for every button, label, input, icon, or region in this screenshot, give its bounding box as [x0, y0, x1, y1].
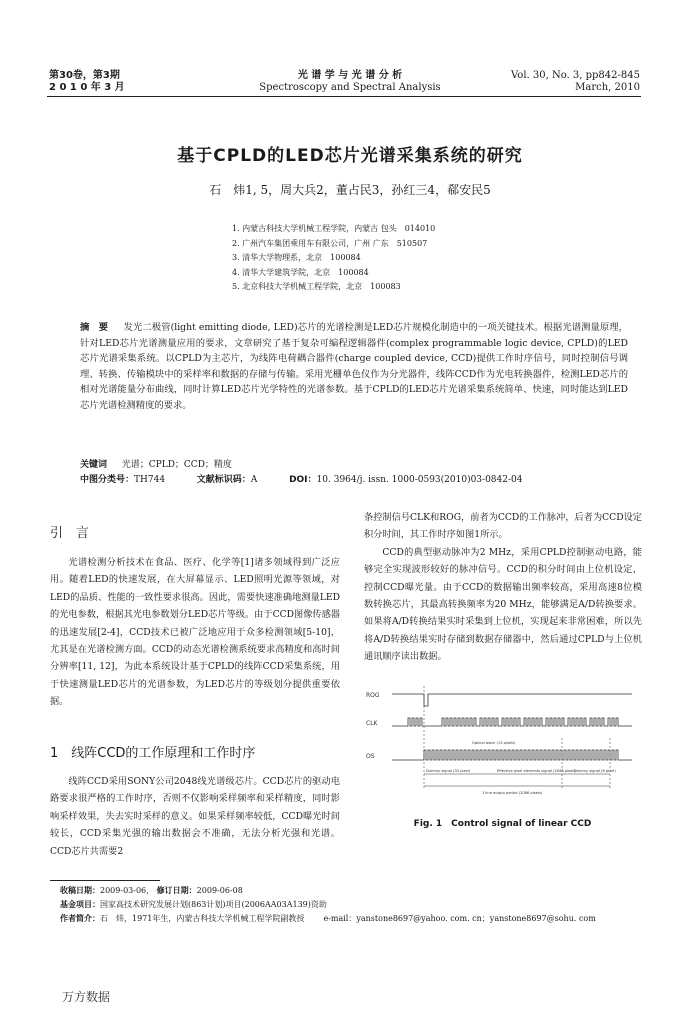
- intro-paragraph: 光谱检测分析技术在食品、医疗、化学等[1]诸多领域得到广泛应用。随着LED的快速发展，在大屏幕显示、LED照明光源等领域，对LED的品质、性能的一致性要求很高。因此，需要快速准确地测量LED的光电参数，根据其光电参数划分LED芯片等级。由于CCD图像传感器的迅速发展[2-4]，CCD技术已被广泛地应用于众多检测领域[5-10]，尤其是在光谱检测方面。CCD的动态光谱检测系统要求高精度和高时间分辨率[11, 12]，为此本系统设计基于CPLD的线阵CCD采集系统，用于快速测量LED芯片的光谱参数，为LED芯片的等级划分提供重要依据。: [50, 557, 340, 708]
- rog-waveform: [392, 694, 632, 706]
- intro-heading: 引 言: [50, 526, 90, 541]
- fund-label: 基金项目：: [60, 900, 100, 909]
- section1-heading: 1 线阵CCD的工作原理和工作时序: [50, 746, 256, 761]
- dummy-right-label: Dummy signal (6 pixel): [574, 769, 616, 773]
- bio-label: 作者简介：: [60, 914, 100, 923]
- revised-date: 2009-06-08: [196, 886, 243, 895]
- revised-label: 修订日期：: [156, 886, 197, 895]
- affiliation-item: 3. 清华大学物理系，北京 100084: [232, 253, 361, 262]
- abstract: [80, 320, 628, 414]
- clc-label: 中图分类号：: [80, 475, 135, 485]
- doi-value: 10. 3964/j. issn. 1000-0593(2010)03-0842-04: [316, 475, 523, 485]
- keywords-line: [80, 458, 640, 472]
- fund-text: 国家高技术研究发展计划(863计划)项目(2006AA03A139)资助: [100, 900, 327, 909]
- journal-name-en: Spectroscopy and Spectral Analysis: [259, 82, 441, 93]
- paper-title: 基于CPLD的LED芯片光谱采集系统的研究: [177, 146, 523, 166]
- effective-pixels-label: Effective pixel elements signal (2048 pixels): [497, 769, 577, 773]
- doi-label: DOI：: [289, 475, 317, 485]
- footnote-rule: [50, 880, 160, 881]
- bio-text: 石 炜，1971年生，内蒙古科技大学机械工程学院副教授: [100, 914, 305, 923]
- journal-month: March, 2010: [575, 82, 640, 93]
- received-label: 收稿日期：: [60, 886, 100, 895]
- affiliation-item: 4. 清华大学建筑学院，北京 100084: [232, 267, 369, 277]
- affiliation-item: 2. 广州汽车集团乘用车有限公司，广州 广东 510507: [232, 238, 428, 248]
- abstract-label: 摘 要: [80, 322, 109, 333]
- os-label: OS: [366, 753, 375, 760]
- header-rule: [47, 96, 641, 97]
- abstract-text: 发光二极管(light emitting diode, LED)芯片的光谱检测是LED芯片规模化制造中的一项关键技术。根据光谱测量原理，针对LED芯片光谱测量应用的要求，文章研究了基于复杂可编程逻辑器件(complex programmable logic device, CPLD)的LED芯片光谱采集系统。以CPLD为主芯片，为线阵电荷耦合器件(charge coupled device, CCD)提供工作时序信号，同时控制信号调理、转换、传输模块中的采样率和数据的存储与传输。采用光栅单色仪作为分光器件，线阵CCD作为光电转换器件，检测LED芯片的相对光谱能量分布曲线，同时计算LED芯片光学特性的光谱参数。基于CPLD的LED芯片光谱采集系统简单、快速，同时能达到LED芯片光谱检测精度的要求。: [80, 322, 628, 411]
- doc-code-label: 文献标识码：: [196, 475, 251, 485]
- watermark: 万方数据: [62, 990, 111, 1004]
- journal-name-cn: 光 谱 学 与 光 谱 分 析: [297, 70, 403, 81]
- footnote-fund: [60, 898, 650, 912]
- dummy-signal-label: Dummy signal (33 pixel): [426, 769, 471, 773]
- right-column-text: [364, 509, 642, 666]
- os-waveform: [392, 750, 632, 760]
- journal-date: 2 0 1 0 年 3 月: [49, 82, 125, 93]
- footnote-bio: [60, 912, 650, 926]
- right-paragraph-1: 条控制信号CLK和ROG，前者为CCD的工作脉冲，后者为CCD设定积分时间，其工作时序如图1所示。: [364, 512, 642, 541]
- affiliations: [232, 222, 435, 295]
- line-period-label: 1 line output period (2086 pixels): [482, 791, 543, 795]
- author-list: 石 炜1, 5，周大兵2，董占民3，孙红三4，郗安民5: [209, 183, 491, 197]
- classification-line: [80, 473, 640, 487]
- optical-black-label: Optical black (13 pixels): [472, 741, 516, 745]
- affiliation-item: 1. 内蒙古科技大学机械工程学院，内蒙古 包头 014010: [232, 224, 436, 233]
- figure-caption: Fig. 1 Control signal of linear CCD: [413, 819, 592, 829]
- doc-code-value: A: [250, 475, 258, 485]
- clc-value: TH744: [134, 475, 166, 485]
- affiliation-item: 5. 北京科技大学机械工程学院，北京 100083: [232, 282, 401, 291]
- right-paragraph-2: CCD的典型驱动脉冲为2 MHz，采用CPLD控制驱动电路，能够完全实现波形较好的脉冲信号。CCD的积分时间由上位机设定，控制CCD曝光量。由于CCD的数据输出频率较高，采用高速8位模数转换芯片，其最高转换频率为20 MHz，能够满足A/D转换要求。如果将A/D转换结果实时采集到上位机，实现起来非常困难，所以先将A/D转换结果实时存储到数据存储器中，然后通过CPLD与上位机通讯顺序读出数据。: [364, 546, 642, 663]
- footnote-dates: [60, 884, 650, 898]
- section1-paragraph: 线阵CCD采用SONY公司2048线光谱级芯片。CCD芯片的驱动电路要求很严格的工作时序，否则不仅影响采样频率和采样精度，同时影响采样效果，失去实时采样的意义。如果采样频率较低，CCD曝光时间较长，CCD采集光强的输出数据会不准确，无法分析光强和光谱。CCD芯片共需要2: [50, 776, 340, 857]
- author-email: e-mail：yanstone8697@yahoo. com. cn；yanstone8697@sohu. com: [323, 914, 596, 923]
- keywords-label: 关键词: [80, 460, 108, 470]
- clk-waveform: [392, 718, 632, 726]
- timing-diagram: [362, 678, 642, 810]
- rog-label: ROG: [366, 692, 380, 699]
- journal-pages: Vol. 30, No. 3, pp842-845: [511, 70, 640, 81]
- keywords-text: 光谱；CPLD；CCD；精度: [121, 460, 232, 470]
- clk-label: CLK: [366, 720, 378, 727]
- received-date: 2009-03-06，: [100, 886, 155, 895]
- journal-volume: 第30卷，第3期: [49, 70, 120, 81]
